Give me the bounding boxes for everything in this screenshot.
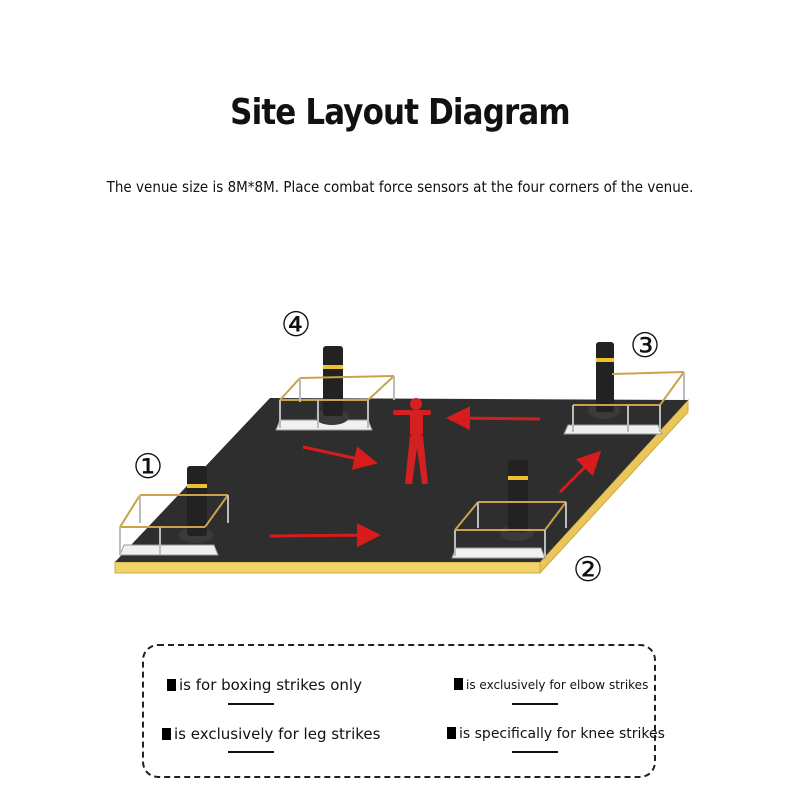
legend-underline xyxy=(228,751,274,753)
legend-text: is for boxing strikes only xyxy=(179,676,362,694)
legend-number-glyph xyxy=(167,679,176,691)
legend-item-1 xyxy=(167,676,362,694)
arrow-to-figure-from-sensor-3 xyxy=(452,418,540,419)
corner-label-4: ④ xyxy=(280,305,312,345)
legend-number-glyph xyxy=(162,728,171,740)
legend-underline xyxy=(512,751,558,753)
legend-text: is specifically for knee strikes xyxy=(459,726,665,742)
corner-label-3: ③ xyxy=(629,326,661,366)
legend-text: is exclusively for leg strikes xyxy=(174,725,381,743)
corner-label-1: ① xyxy=(132,447,164,487)
legend-item-2 xyxy=(162,725,380,743)
page-title: Site Layout Diagram xyxy=(230,92,570,133)
legend-text: is exclusively for elbow strikes xyxy=(466,678,649,692)
legend-number-glyph xyxy=(447,727,456,739)
arrow-toward-sensor-2 xyxy=(270,535,375,536)
legend-item-4 xyxy=(447,726,665,742)
legend-underline xyxy=(228,703,274,705)
legend-item-3 xyxy=(454,678,648,692)
legend-underline xyxy=(512,703,558,705)
legend-box xyxy=(142,644,665,778)
page-subtitle: The venue size is 8M*8M. Place combat force sensors at the four corners of the venue. xyxy=(106,178,694,196)
corner-label-2: ② xyxy=(572,550,604,590)
legend-number-glyph xyxy=(454,678,463,690)
